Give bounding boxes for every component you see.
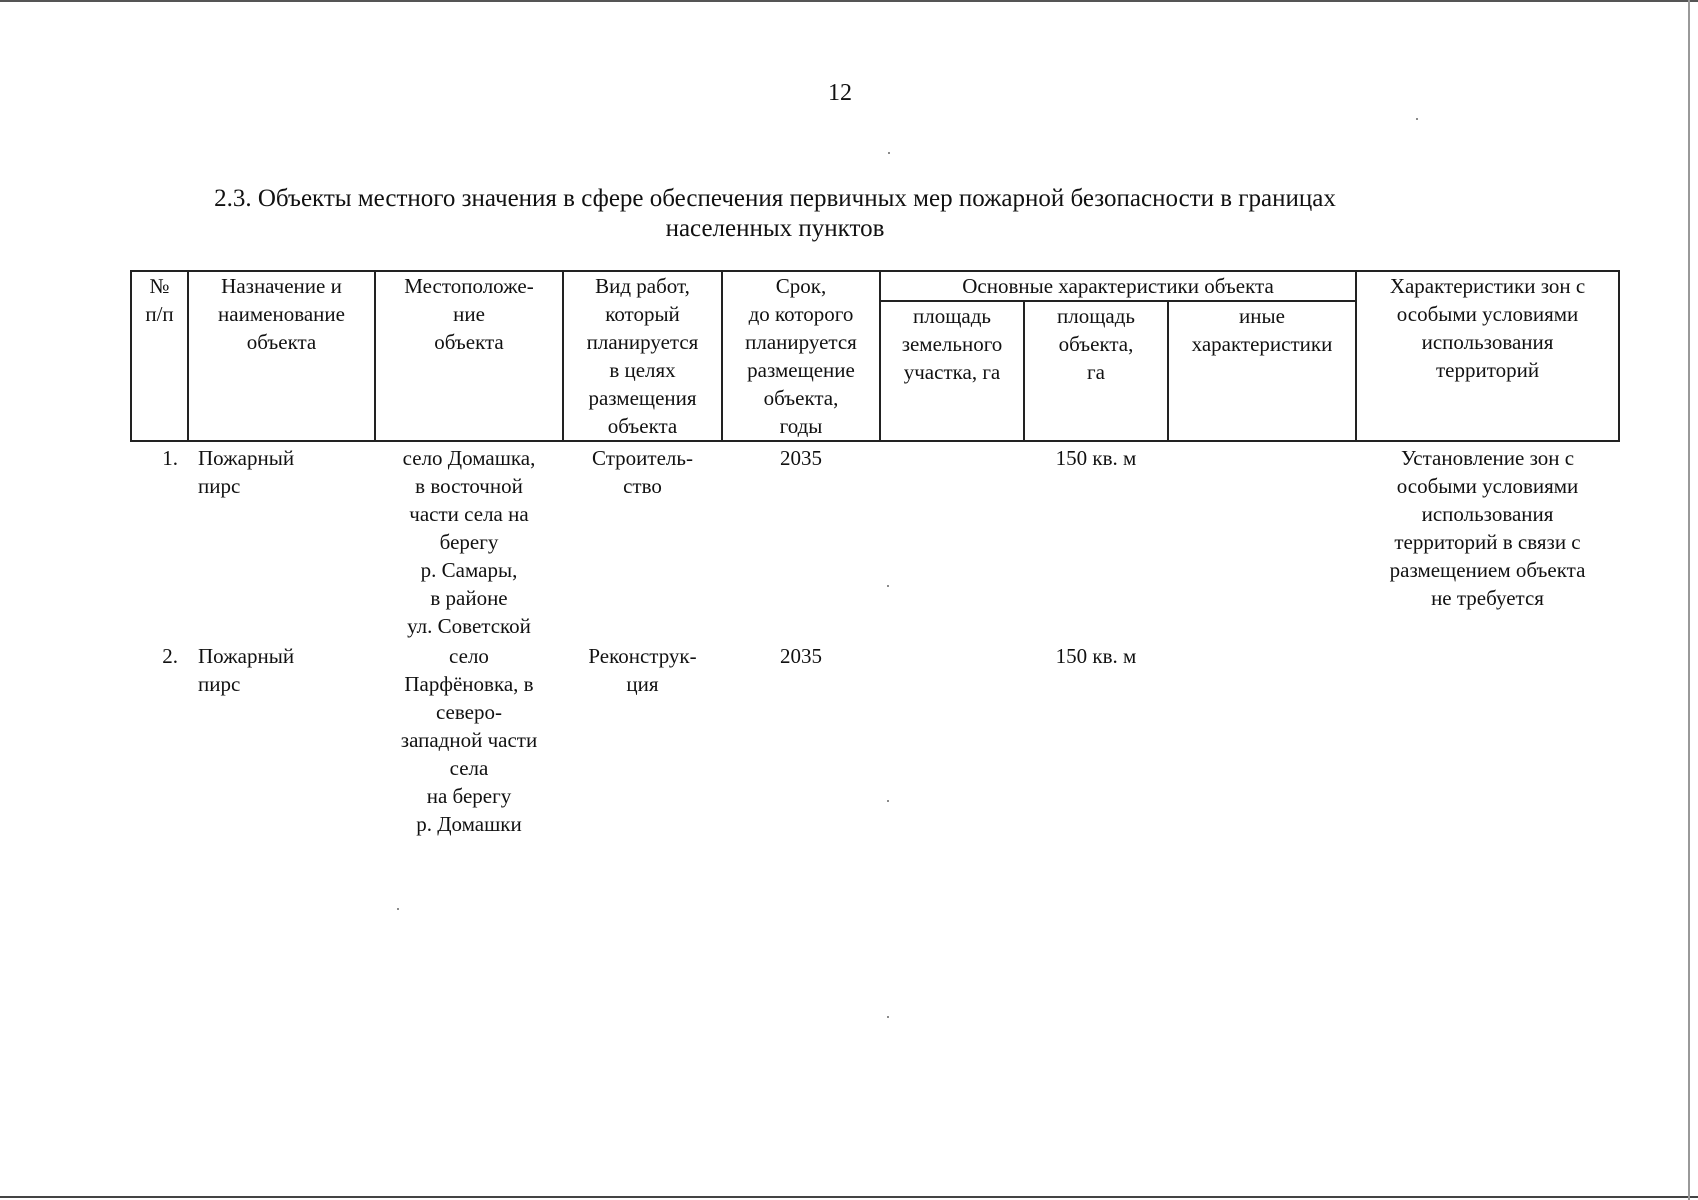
scan-speck [1416, 118, 1418, 120]
objects-table [130, 270, 1620, 838]
page-number: 12 [828, 80, 852, 106]
row-zones [1356, 640, 1619, 838]
row-name: Пожарный пирс [198, 644, 295, 696]
scan-border-top [0, 0, 1698, 2]
row-deadline: 2035 [780, 644, 822, 668]
scan-speck [887, 1016, 889, 1018]
header-deadline: Срок, до которого планируется размещение объекта, годы [722, 271, 880, 441]
row-work-type: Реконструк- ция [588, 644, 697, 696]
scan-speck [397, 908, 399, 910]
scan-border-right [1688, 0, 1690, 1200]
row-work-type: Строитель- ство [592, 446, 693, 498]
row-location: село Домашка, в восточной части села на берегу р. Самары, в районе ул. Советской [402, 446, 536, 638]
row-name: Пожарный пирс [198, 446, 295, 498]
row-land-area [880, 640, 1024, 838]
row-num: 2. [162, 644, 178, 668]
row-other-characteristics [1168, 640, 1356, 838]
row-other-characteristics [1168, 441, 1356, 640]
header-object-area: площадь объекта, га [1024, 301, 1168, 441]
header-land-area: площадь земельного участка, га [880, 301, 1024, 441]
row-land-area [880, 441, 1024, 640]
header-name: Назначение и наименование объекта [188, 271, 375, 441]
header-zones: Характеристики зон с особыми условиями использования территорий [1356, 271, 1619, 441]
scan-border-bottom [0, 1196, 1698, 1198]
scan-speck [888, 152, 890, 154]
row-num: 1. [162, 446, 178, 470]
row-object-area: 150 кв. м [1055, 446, 1137, 470]
row-zones: Установление зон с особыми условиями использования территорий в связи с размещением объекта не требуется [1389, 446, 1586, 610]
header-other-characteristics: иные характеристики [1168, 301, 1356, 441]
header-location: Местоположе- ние объекта [375, 271, 563, 441]
header-main-characteristics: Основные характеристики объекта [880, 271, 1356, 301]
header-work-type: Вид работ, который планируется в целях размещения объекта [563, 271, 722, 441]
header-num: № п/п [131, 271, 188, 441]
table-row [131, 640, 1619, 838]
row-location: село Парфёновка, в северо- западной части села на берегу р. Домашки [400, 644, 538, 836]
table-row [131, 441, 1619, 640]
section-title: 2.3. Объекты местного значения в сфере обеспечения первичных мер пожарной безопасности в границах населенных пунктов [214, 185, 1336, 242]
row-deadline: 2035 [780, 446, 822, 470]
row-object-area: 150 кв. м [1055, 644, 1137, 668]
